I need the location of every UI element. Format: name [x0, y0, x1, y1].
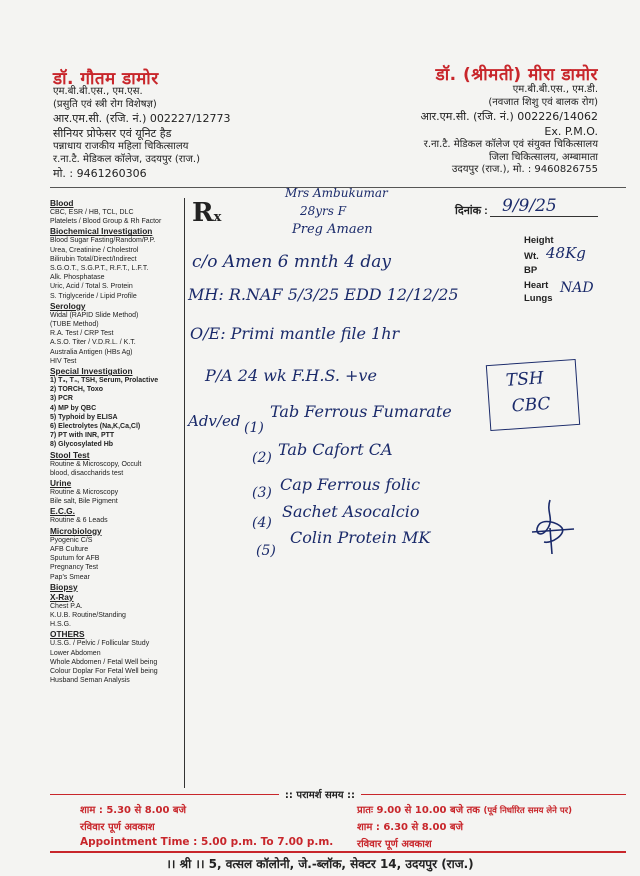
investigation-heading: E.C.G. [50, 506, 75, 517]
appointment-time: Appointment Time : 5.00 p.m. To 7.00 p.m. [80, 836, 334, 848]
left-doctor-name: डॉ. गौतम डामोर [53, 69, 159, 89]
vitals-weight-value: 48Kg [546, 244, 586, 262]
box-test-item: TSH [505, 368, 545, 391]
investigation-item: Widal (RAPID Slide Method) [50, 311, 139, 319]
left-doctor-line: मो. : 9461260306 [53, 167, 147, 180]
left-evening-timing: शाम : 5.30 से 8.00 बजे [80, 805, 187, 816]
right-sunday-note: रविवार पूर्ण अवकाश [357, 839, 432, 850]
clinic-address: ।। श्री ।। 5, वत्सल कॉलोनी, जे.-ब्लॉक, सेक्टर 14, उदयपुर (राज.) [166, 857, 474, 871]
med-number-digit: 5 [261, 543, 271, 559]
right-doctor-line: र.ना.टै. मेडिकल कॉलेज एवं संयुक्त चिकित्सालय [423, 139, 598, 150]
investigation-item: Whole Abdomen / Fetal Well being [50, 658, 158, 666]
investigation-item: (TUBE Method) [50, 321, 99, 329]
right-morning-timing [357, 802, 572, 816]
med-number-digit: 4 [257, 515, 267, 531]
investigation-item: 1) T₃, T₄, TSH, Serum, Prolactive [50, 377, 159, 385]
left-doctor-line: आर.एम.सी. (रजि. नं.) 002227/12773 [53, 112, 231, 125]
investigation-heading: Blood [50, 198, 74, 208]
vitals-bp-label: BP [524, 265, 538, 276]
investigation-item: HIV Test [50, 357, 77, 365]
box-test-item: CBC [511, 393, 552, 417]
right-doctor-line: आर.एम.सी. (रजि. नं.) 002226/14062 [420, 110, 598, 123]
investigation-item: Alk. Phosphatase [50, 274, 105, 282]
med-number-digit: 3 [257, 485, 267, 501]
investigation-item: Sputum for AFB [50, 555, 100, 563]
investigation-heading: Urine [50, 478, 72, 489]
patient-name: Mrs Ambukumar [285, 186, 388, 200]
medication-item: Sachet Asocalcio [282, 502, 420, 521]
investigation-item: Chest P.A. [50, 602, 83, 610]
medication-item: Cap Ferrous folic [280, 475, 421, 494]
investigation-item: Uric, Acid / Total S. Protein [50, 283, 133, 291]
left-doctor-line: सीनियर प्रोफेसर एवं यूनिट हैड [53, 127, 172, 140]
sidebar-divider [184, 198, 185, 788]
right-doctor-line: जिला चिकित्सालय, अम्बामाता [489, 151, 598, 163]
left-doctor-line: (प्रसुति एवं स्त्री रोग विशेषज्ञ) [53, 98, 157, 110]
investigation-heading: Serology [50, 300, 86, 311]
investigation-item: blood, disaccharids test [50, 469, 124, 477]
investigation-heading: Biochemical Investigation [50, 226, 153, 237]
right-doctor-info [420, 84, 598, 177]
investigation-heading: Special Investigation [50, 366, 133, 377]
right-doctor-line: (नवजात शिशु एवं बालक रोग) [488, 96, 598, 108]
med-number-digit: 1 [249, 420, 259, 436]
patient-pregnancy: Preg Amaen [292, 222, 373, 237]
vitals-lungs-label: Lungs [524, 293, 553, 304]
consultation-title: परामर्श समय [296, 790, 344, 801]
investigation-item: 7) PT with INR, PTT [50, 432, 115, 440]
medication-item: Colin Protein MK [290, 528, 431, 547]
vitals-lungs-value: NAD [560, 280, 594, 296]
investigation-item: 8) Glycosylated Hb [50, 441, 114, 449]
investigation-item: Colour Doplar For Fetal Well being [50, 667, 158, 675]
investigation-item: Pyogenic C/S [50, 536, 93, 544]
med-number: (1) [244, 420, 264, 436]
investigation-item: AFB Culture [50, 545, 89, 553]
investigation-item: 2) TORCH, Toxo [50, 386, 104, 394]
investigation-item: 3) PCR [50, 395, 73, 403]
investigation-item: Urea, Creatinine / Cholestrol [50, 246, 139, 254]
med-number-digit: 2 [257, 450, 267, 466]
right-doctor-name: डॉ. (श्रीमती) मीरा डामोर [435, 65, 598, 85]
investigation-item: Pap's Smear [50, 573, 90, 581]
investigation-item: Australia Antigen (HBs Ag) [50, 348, 133, 356]
vitals-weight-label: Wt. [524, 251, 539, 262]
chief-complaint: c/o Amen 6 mnth 4 day [192, 252, 392, 272]
med-number: (2) [252, 450, 272, 466]
medication-item: Tab Cafort CA [278, 440, 393, 459]
investigation-item: Husband Seman Analysis [50, 677, 130, 685]
investigation-item: Lower Abdomen [50, 649, 101, 657]
date-underline [490, 216, 598, 217]
right-doctor-line: एम.बी.बी.एस., एम.डी. [512, 84, 598, 95]
rx-symbol: Rx [192, 198, 222, 228]
left-doctor-line: र.ना.टै. मेडिकल कॉलेज, उदयपुर (राज.) [53, 153, 200, 165]
doctor-signature [528, 498, 578, 556]
investigation-heading: Stool Test [50, 449, 90, 460]
med-number: (5) [256, 543, 276, 559]
investigation-item: U.S.G. / Pelvic / Follicular Study [50, 640, 150, 648]
investigation-list [50, 198, 184, 788]
right-evening-timing: शाम : 6.30 से 8.00 बजे [357, 822, 464, 833]
investigation-heading: Microbiology [50, 525, 102, 536]
investigation-item: 5) Typhoid by ELISA [50, 413, 118, 421]
investigation-item: S.G.O.T., S.G.P.T., R.F.T., L.F.T. [50, 265, 149, 273]
investigation-item: Pregnancy Test [50, 564, 99, 572]
investigation-heading: X-Ray [50, 591, 74, 602]
investigation-item: R.A. Test / CRP Test [50, 330, 114, 338]
left-doctor-line: पन्नाधाय राजकीय महिला चिकित्सालय [53, 141, 189, 152]
right-doctor-line: उदयपुर (राज.), मो. : 9460826755 [451, 164, 598, 175]
investigation-item: Routine & Microscopy, Occult [50, 460, 142, 468]
investigation-heading: Biopsy [50, 581, 78, 592]
patient-age-sex: 28yrs F [300, 204, 347, 218]
investigation-heading: OTHERS [50, 629, 85, 640]
investigation-item: Blood Sugar Fasting/Random/P.P. [50, 237, 156, 245]
left-doctor-line: एम.बी.बी.एस., एम.एस. [53, 86, 143, 97]
med-number: (3) [252, 485, 272, 501]
investigation-item: Routine & 6 Leads [50, 517, 108, 525]
medication-item: Tab Ferrous Fumarate [270, 402, 452, 421]
investigation-item: 4) MP by QBC [50, 404, 97, 412]
on-examination: O/E: Primi mantle file 1hr [190, 324, 400, 343]
rx-letter: R [192, 198, 214, 228]
advice-label: Adv/ed [188, 412, 241, 430]
investigation-item: A.S.O. Titer / V.D.R.L. / K.T. [50, 339, 136, 347]
investigation-item: Bilirubin Total/Direct/Indirect [50, 255, 137, 263]
investigation-item: 6) Electrolytes (Na,K,Ca,Cl) [50, 423, 141, 431]
right-morning-text: प्रातः 9.00 से 10.00 बजे तक [357, 805, 480, 816]
investigation-item: Bile salt, Bile Pigment [50, 498, 118, 506]
menstrual-history: MH: R.NAF 5/3/25 EDD 12/12/25 [188, 285, 459, 304]
date-value: 9/9/25 [502, 196, 557, 216]
vitals-height-label: Height [524, 235, 554, 246]
consultation-heading: :: परामर्श समय :: [0, 783, 640, 802]
vitals-heart-label: Heart [524, 280, 549, 291]
right-morning-note: (पूर्व निर्धारित समय लेने पर) [483, 806, 573, 816]
investigation-item: H.S.G. [50, 621, 72, 629]
med-number: (4) [252, 515, 272, 531]
investigation-item: K.U.B. Routine/Standing [50, 611, 126, 619]
date-label: दिनांक : [455, 205, 488, 217]
tests-box [486, 359, 580, 431]
investigation-item: S. Triglyceride / Lipid Profile [50, 292, 137, 300]
address-divider [50, 851, 626, 853]
left-sunday-note: रविवार पूर्ण अवकाश [80, 822, 155, 833]
investigation-item: CBC, ESR / HB, TCL, DLC [50, 209, 134, 216]
investigation-item: Routine & Microscopy [50, 489, 119, 497]
right-doctor-line: Ex. P.M.O. [544, 125, 598, 138]
investigation-item: Platelets / Blood Group & Rh Factor [50, 218, 162, 226]
per-abdomen: P/A 24 wk F.H.S. +ve [205, 366, 377, 385]
left-doctor-info [53, 86, 231, 181]
